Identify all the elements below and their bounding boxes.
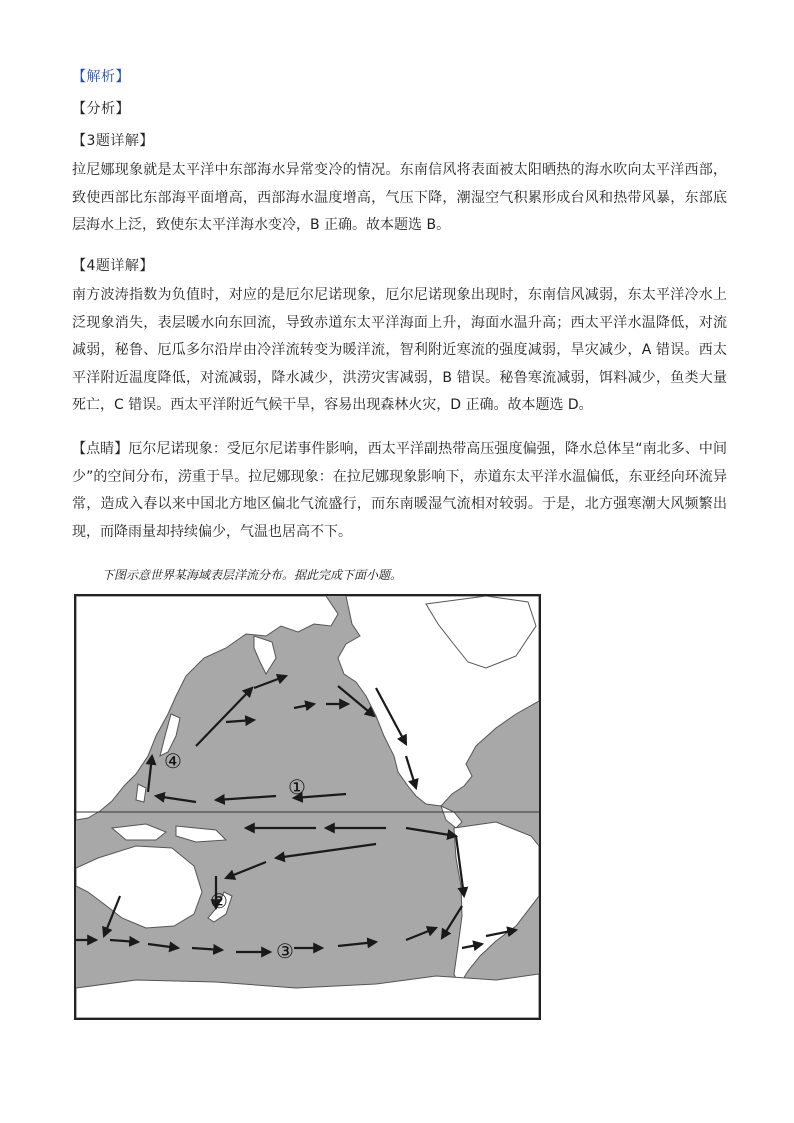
- current-arrow: [442, 906, 462, 938]
- analysis-tag: 【解析】: [72, 69, 130, 85]
- new-guinea: [176, 826, 226, 842]
- current-arrow: [226, 720, 254, 722]
- south-america: [454, 822, 539, 986]
- kamchatka: [254, 636, 276, 674]
- current-arrow: [254, 676, 286, 688]
- current-arrow: [148, 756, 152, 792]
- dianjing-heading: 【点睛】: [72, 441, 129, 457]
- q4-heading: 【4题详解】: [72, 258, 154, 274]
- current-arrow: [192, 948, 222, 950]
- dianjing-text: 厄尔尼诺现象：受厄尔尼诺事件影响，西太平洋副热带高压强度偏强，降水总体呈“南北多、中间少”的空间分布，涝重于旱。拉尼娜现象：在拉尼娜现象影响下，赤道东太平洋水温偏低，东亚经向环流异常，造成入春以来中国北方地区偏北气流盛行，而东南暖湿气流相对较弱。于是，北方强寒潮大风频繁出现，而降雨量却持续偏少，气温也居高不下。: [72, 441, 727, 540]
- current-arrow: [406, 828, 456, 836]
- current-label-4: ④: [164, 749, 182, 773]
- indonesia: [112, 824, 166, 840]
- q3-explanation: [72, 157, 727, 240]
- australia: [76, 846, 202, 928]
- current-arrow: [338, 942, 376, 946]
- central-america: [441, 806, 462, 828]
- antarctica: [76, 974, 539, 1018]
- current-arrow: [196, 688, 252, 746]
- current-arrow: [148, 944, 178, 948]
- ocean-current-map: [74, 594, 541, 1020]
- q3-heading: 【3题详解】: [72, 133, 154, 149]
- q4-text: 南方波涛指数为负值时，对应的是厄尔尼诺现象，厄尔尼诺现象出现时，东南信风减弱，东太平洋冷水上泛现象消失，表层暖水向东回流，导致赤道东太平洋海面上升，海面水温升高；西太平洋水温降低，对流减弱，秘鲁、厄瓜多尔沿岸由冷洋流转变为暖洋流，智利附近寒流的强度减弱，旱灾减少，A 错误。西太平洋附近温度降低，对流减弱，降水减少，洪涝灾害减弱，B 错误。秘鲁寒流减弱，饵料减少，鱼类大量死亡，C 错误。西太平洋附近气候干旱，容易出现森林火灾，D 正确。故本题选 D。: [72, 287, 727, 413]
- dianjing-paragraph: [72, 436, 727, 546]
- current-arrow: [216, 796, 276, 800]
- fenxi-tag: 【分析】: [72, 101, 130, 117]
- q4-explanation: [72, 282, 727, 420]
- current-arrow: [226, 862, 266, 878]
- current-arrow: [276, 844, 376, 858]
- current-arrow: [406, 928, 436, 940]
- figure-caption: 下图示意世界某海域表层洋流分布。据此完成下面小题。: [102, 568, 403, 582]
- q3-text: 拉尼娜现象就是太平洋中东部海水异常变冷的情况。东南信风将表面被太阳晒热的海水吹向太平洋西部，致使西部比东部海平面增高，西部海水温度增高，气压下降，潮湿空气积累形成台风和热带风暴，东部底层海水上泛，致使东太平洋海水变冷，B 正确。故本题选 B。: [72, 162, 727, 233]
- land-masses: [76, 596, 539, 1018]
- current-label-3: ③: [276, 939, 294, 963]
- current-arrow: [110, 940, 138, 942]
- philippines: [136, 784, 146, 802]
- current-arrow: [156, 796, 196, 802]
- current-label-1: ①: [288, 775, 306, 799]
- map-svg: [76, 596, 539, 1018]
- current-arrow: [294, 704, 314, 708]
- current-label-2: ②: [210, 889, 228, 913]
